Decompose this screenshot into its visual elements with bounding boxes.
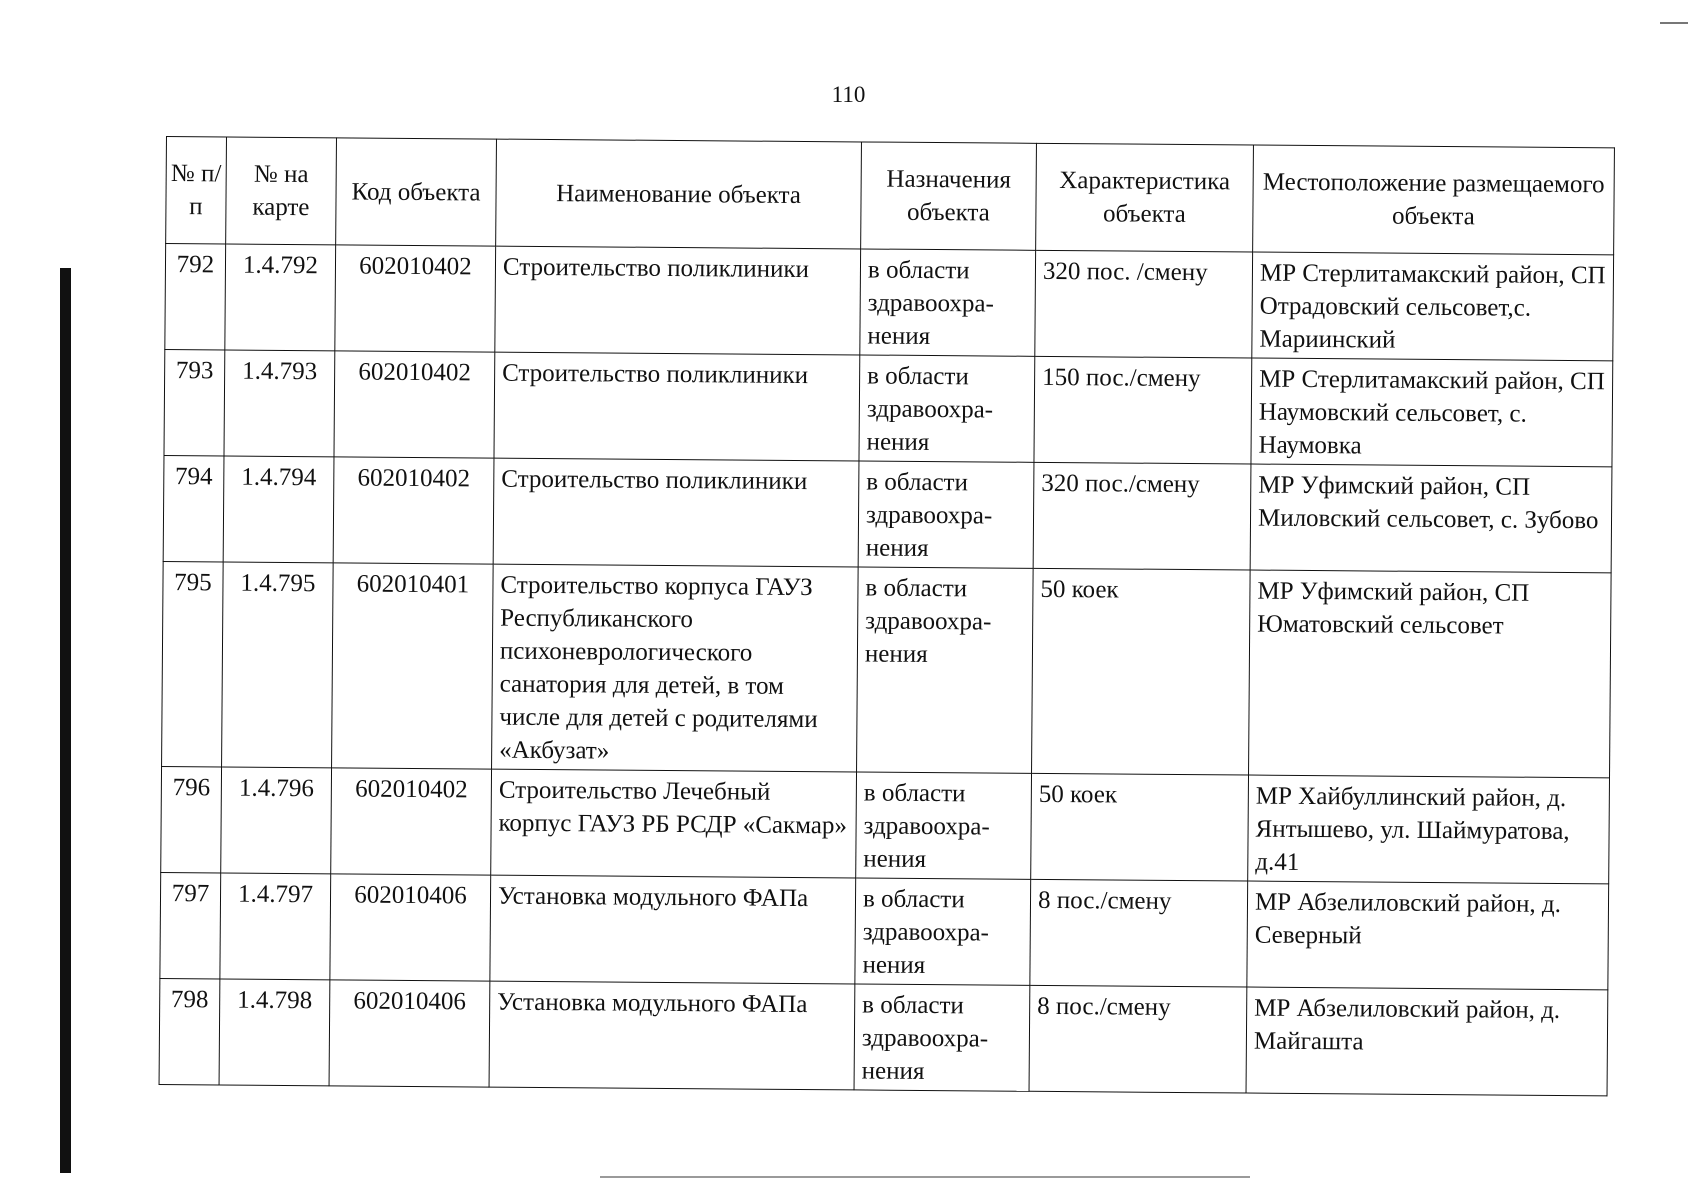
cell-code: 602010402 [333, 457, 494, 564]
cell-map-num: 1.4.795 [222, 562, 334, 768]
cell-name: Строительство корпуса ГАУЗ Республиканского психоневрологического санатория для детей, в том числе для детей с родителями «Акбузат» [492, 564, 859, 772]
cell-name: Строительство поликлиники [493, 458, 859, 567]
cell-code: 602010402 [331, 768, 492, 875]
scan-bottom-line [600, 1176, 1250, 1178]
cell-location: МР Уфимский район, СП Юматовский сельсовет [1249, 570, 1612, 778]
cell-location: МР Хайбуллинский район, д. Янтышево, ул. Шаймуратова, д.41 [1248, 775, 1610, 884]
cell-num: 796 [161, 766, 222, 872]
cell-purpose: в области здравоохра-нения [858, 461, 1034, 568]
cell-code: 602010406 [329, 980, 490, 1087]
cell-map-num: 1.4.793 [224, 350, 335, 457]
cell-num: 793 [164, 349, 225, 455]
cell-map-num: 1.4.798 [219, 979, 330, 1086]
cell-location: МР Стерлитамакский район, СП Отрадовский сельсовет,с. Мариинский [1252, 252, 1614, 361]
table-header-row [166, 137, 1615, 255]
cell-map-num: 1.4.794 [223, 456, 334, 563]
cell-location: МР Абзелиловский район, д. Северный [1247, 881, 1609, 990]
cell-purpose: в области здравоохра-нения [859, 355, 1035, 462]
header-location: Местоположение размещаемого объекта [1253, 145, 1615, 255]
header-code: Код объекта [336, 138, 497, 246]
cell-characteristic: 8 пос./смену [1029, 985, 1247, 1093]
cell-characteristic: 320 пос. /смену [1035, 250, 1253, 358]
cell-code: 602010401 [332, 563, 494, 769]
cell-map-num: 1.4.792 [225, 244, 336, 351]
cell-num: 792 [165, 244, 226, 350]
cell-code: 602010406 [330, 874, 491, 981]
table-row [165, 244, 1614, 361]
cell-num: 797 [160, 872, 221, 978]
cell-purpose: в области здравоохра-нения [856, 772, 1032, 879]
cell-purpose: в области здравоохра-нения [854, 984, 1030, 1091]
cell-name: Строительство поликлиники [495, 246, 861, 355]
header-num: № п/п [166, 137, 227, 244]
cell-purpose: в области здравоохра-нения [855, 878, 1031, 985]
scan-corner-mark [1660, 22, 1688, 24]
cell-map-num: 1.4.797 [220, 873, 331, 980]
cell-purpose: в области здравоохра-нения [860, 249, 1036, 356]
cell-location: МР Стерлитамакский район, СП Наумовский сельсовет, с. Наумовка [1251, 358, 1613, 467]
cell-characteristic: 50 коек [1031, 773, 1249, 881]
table-row [159, 978, 1608, 1095]
header-purpose: Назначения объекта [861, 142, 1037, 250]
cell-code: 602010402 [335, 245, 496, 352]
cell-num: 794 [163, 455, 224, 561]
header-map-num: № на карте [226, 137, 337, 245]
cell-purpose: в области здравоохра-нения [857, 567, 1034, 773]
cell-name: Строительство Лечебный корпус ГАУЗ РБ РСДР «Сакмар» [491, 769, 857, 878]
cell-characteristic: 50 коек [1032, 568, 1251, 775]
table-row [160, 872, 1609, 989]
header-name: Наименование объекта [496, 139, 862, 249]
cell-location: МР Уфимский район, СП Миловский сельсовет, с. Зубово [1250, 464, 1612, 573]
cell-characteristic: 150 пос./смену [1034, 356, 1252, 464]
table-row [164, 349, 1613, 466]
cell-num: 795 [162, 561, 224, 766]
page-number: 110 [831, 82, 866, 107]
cell-location: МР Абзелиловский район, д. Майгашта [1246, 987, 1608, 1096]
cell-code: 602010402 [334, 351, 495, 458]
cell-num: 798 [159, 978, 220, 1084]
cell-map-num: 1.4.796 [221, 767, 332, 874]
cell-name: Установка модульного ФАПа [490, 875, 856, 984]
table-row [162, 561, 1612, 777]
objects-table [159, 136, 1615, 1096]
cell-name: Установка модульного ФАПа [489, 981, 855, 1090]
cell-name: Строительство поликлиники [494, 352, 860, 461]
table-row [161, 766, 1610, 883]
cell-characteristic: 320 пос./смену [1033, 462, 1251, 570]
header-characteristic: Характеристика объекта [1036, 143, 1254, 252]
cell-characteristic: 8 пос./смену [1030, 879, 1248, 987]
table-row [163, 455, 1612, 572]
scan-edge-bar [60, 268, 71, 1173]
